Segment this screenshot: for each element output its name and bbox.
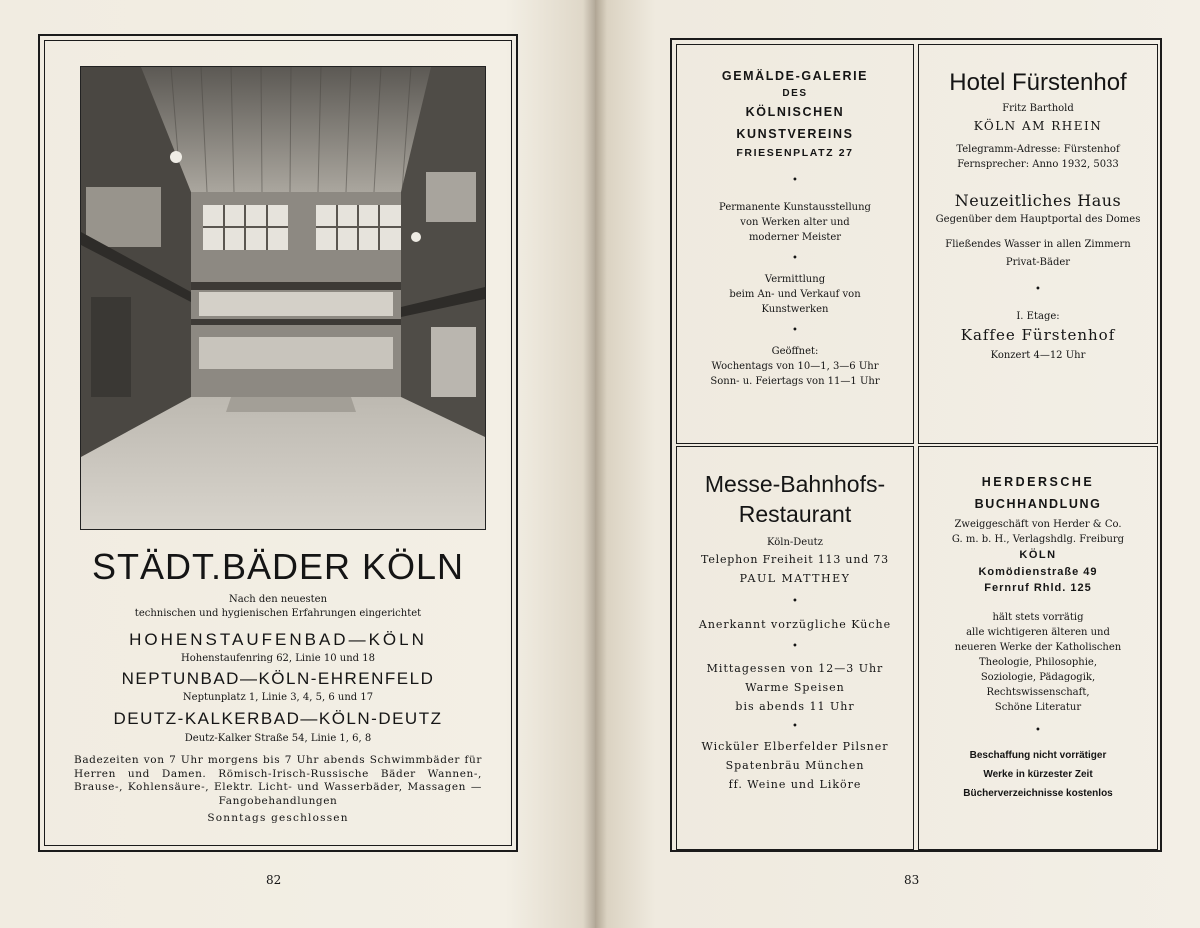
galerie-title-2: DES [782, 88, 808, 99]
hotel-water: Fließendes Wasser in allen Zimmern [945, 239, 1131, 250]
hotel-title: Hotel Fürstenhof [949, 69, 1127, 96]
bath-address-3: Deutz-Kalker Straße 54, Linie 1, 6, 8 [184, 733, 372, 744]
bath-name-1: HOHENSTAUFENBAD—KÖLN [129, 630, 427, 649]
bullet-dot: • [1035, 725, 1041, 736]
hotel-location: Gegenüber dem Hauptportal des Domes [935, 214, 1141, 225]
page-number-left: 82 [266, 873, 282, 887]
herder-title-2: BUCHHANDLUNG [974, 497, 1102, 511]
bath-name-3: DEUTZ-KALKERBAD—KÖLN-DEUTZ [113, 709, 443, 728]
restaurant-kitchen: Anerkannt vorzügliche Küche [698, 618, 892, 631]
herder-stock-line: alle wichtigeren älteren und [966, 627, 1110, 638]
hotel-phone: Fernsprecher: Anno 1932, 5033 [957, 159, 1119, 170]
herder-procure-2: Werke in kürzester Zeit [983, 769, 1093, 780]
bullet-dot: • [792, 175, 798, 186]
galerie-block2-3: Kunstwerken [761, 304, 829, 315]
herder-procure-1: Beschaffung nicht vorrätiger [969, 750, 1107, 761]
restaurant-phone: Telephon Freiheit 113 und 73 [701, 553, 889, 566]
page-number-right: 83 [904, 873, 920, 887]
galerie-block3-3: Sonn- u. Feiertags von 11—1 Uhr [710, 376, 880, 387]
galerie-block3-1: Geöffnet: [771, 346, 819, 357]
galerie-title-3: KÖLNISCHEN [745, 105, 845, 119]
herder-procure-3: Bücherverzeichnisse kostenlos [963, 788, 1113, 799]
galerie-block2-1: Vermittlung [764, 274, 826, 285]
galerie-block1-2: von Werken alter und [740, 217, 850, 228]
hotel-subtitle: Neuzeitliches Haus [954, 191, 1122, 210]
hotel-city: KÖLN AM RHEIN [973, 119, 1103, 133]
herder-branch-2: G. m. b. H., Verlagshdlg. Freiburg [951, 534, 1125, 545]
herder-stock-line: Soziologie, Pädagogik, [980, 672, 1096, 683]
bullet-dot: • [792, 641, 798, 652]
herder-phone: Fernruf Rhld. 125 [984, 582, 1092, 594]
baths-subtitle-2: technischen und hygienischen Erfahrungen eingerichtet [134, 608, 422, 619]
restaurant-title-1: Messe-Bahnhofs- [704, 471, 886, 497]
herder-city: KÖLN [1019, 549, 1057, 561]
herder-stock-line: Schöne Literatur [994, 702, 1082, 713]
restaurant-evening: bis abends 11 Uhr [735, 700, 855, 713]
galerie-block1-1: Permanente Kunstausstellung [719, 202, 871, 213]
restaurant-title-2: Restaurant [738, 501, 852, 527]
hotel-private-baths: Privat-Bäder [1005, 257, 1071, 268]
restaurant-lunch: Mittagessen von 12—3 Uhr [706, 662, 884, 675]
hotel-floor: I. Etage: [1016, 311, 1060, 322]
bullet-dot: • [792, 325, 798, 336]
herder-branch-1: Zweiggeschäft von Herder & Co. [954, 519, 1122, 530]
herder-stock-line: Theologie, Philosophie, [978, 657, 1098, 668]
advert-herder-buchhandlung [918, 446, 1158, 850]
herder-title-1: HERDERSCHE [981, 475, 1095, 489]
bullet-dot: • [1035, 284, 1041, 295]
bullet-dot: • [792, 721, 798, 732]
restaurant-beer: Wicküler Elberfelder Pilsner [701, 740, 889, 753]
galerie-block1-3: moderner Meister [748, 232, 842, 243]
galerie-block2-2: beim An- und Verkauf von [729, 289, 861, 300]
sunday-closed: Sonntags geschlossen [207, 812, 349, 824]
hotel-owner: Fritz Barthold [1002, 103, 1074, 114]
galerie-title-5: FRIESENPLATZ 27 [736, 147, 854, 159]
galerie-title-1: GEMÄLDE-GALERIE [721, 69, 869, 83]
bullet-dot: • [792, 596, 798, 607]
bath-address-2: Neptunplatz 1, Linie 3, 4, 5, 6 und 17 [182, 692, 374, 703]
herder-stock-line: hält stets vorrätig [992, 612, 1084, 623]
galerie-title-4: KUNSTVEREINS [736, 127, 854, 141]
advert-messe-restaurant [676, 446, 914, 850]
hotel-cafe: Kaffee Fürstenhof [960, 326, 1116, 344]
galerie-block3-2: Wochentags von 10—1, 3—6 Uhr [711, 361, 879, 372]
herder-stock-line: neueren Werke der Katholischen [954, 642, 1122, 653]
advert-hotel-fuerstenhof [918, 44, 1158, 444]
restaurant-owner: PAUL MATTHEY [739, 572, 851, 585]
restaurant-city: Köln-Deutz [767, 537, 823, 548]
herder-street: Komödienstraße 49 [978, 566, 1098, 578]
bath-address-1: Hohenstaufenring 62, Linie 10 und 18 [181, 653, 375, 664]
advert-gemaelde-galerie [676, 44, 914, 444]
baths-subtitle-1: Nach den neuesten [228, 594, 328, 605]
baths-advert [38, 34, 518, 852]
restaurant-wine: ff. Weine und Liköre [728, 778, 862, 791]
bathing-hours: Badezeiten von 7 Uhr morgens bis 7 Uhr abends Schwimmbäder für Herren und Damen. Römisch-Irisch-Russische Bäder Wannen-, Brause-, Kohlensäure-, Elektr. Licht- und Wasserbäder, Massagen — Fangobehandlungen [74, 754, 482, 807]
restaurant-warm: Warme Speisen [745, 681, 845, 694]
bullet-dot: • [792, 253, 798, 264]
baths-title: STÄDT.BÄDER KÖLN [91, 546, 465, 587]
book-gutter [583, 0, 607, 928]
swimming-hall-photo [80, 66, 486, 530]
herder-stock-line: Rechtswissenschaft, [986, 687, 1090, 698]
hotel-telegram: Telegramm-Adresse: Fürstenhof [956, 144, 1120, 155]
hotel-concert: Konzert 4—12 Uhr [990, 350, 1086, 361]
swimming-hall-illustration [81, 67, 485, 529]
restaurant-spaten: Spatenbräu München [725, 759, 865, 772]
bath-name-2: NEPTUNBAD—KÖLN-EHRENFELD [121, 669, 435, 688]
right-adverts-frame [670, 38, 1162, 852]
herder-stock-list [919, 610, 1157, 715]
